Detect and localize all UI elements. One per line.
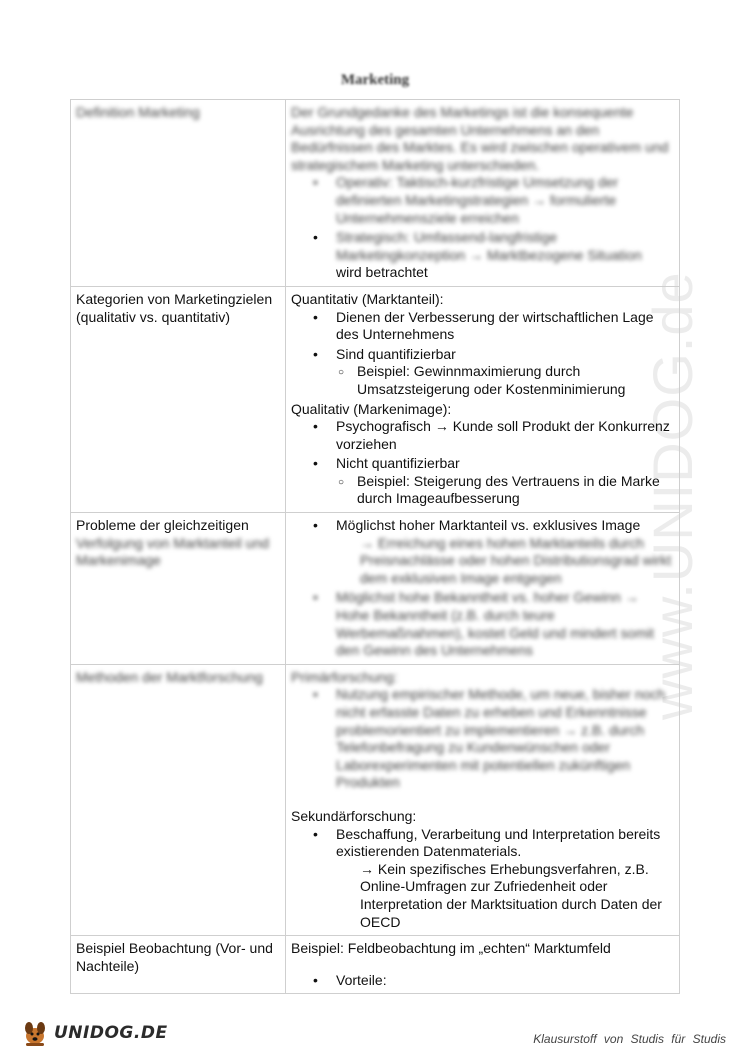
- row-content: [286, 664, 680, 935]
- bullet-list: [291, 686, 674, 792]
- list-item-text: Nicht quantifizierbar: [336, 455, 460, 472]
- list-item: • Vorteile:: [336, 972, 674, 990]
- table-row: [71, 100, 680, 287]
- spacer: [291, 794, 674, 808]
- list-item: [336, 826, 674, 932]
- list-item: • Möglichst hohe Bekanntheit vs. hoher Gewinn → Hohe Bekanntheit (z.B. durch teure Werbemaßnahmen), kostet Geld und mindert somit den Gewinn des Unternehmens: [336, 589, 674, 659]
- row-label-text: Beispiel Beobachtung (Vor- und Nachteile): [76, 940, 273, 974]
- sub-list-item: ○ Beispiel: Steigerung des Vertrauens in die Marke durch Imageaufbesserung: [357, 473, 674, 508]
- row-label-text: Verfolgung von Marktanteil und Markenimage: [76, 534, 270, 569]
- table-row: [71, 513, 680, 665]
- subheading: Sekundärforschung:: [291, 807, 417, 824]
- row-content: [286, 286, 680, 512]
- row-content: [286, 936, 680, 994]
- list-item-text: Möglichst hoher Marktanteil vs. exklusives Image: [336, 517, 641, 534]
- list-item: [336, 346, 674, 399]
- sub-list: [336, 473, 674, 508]
- watermark: www.UNIDOG.de: [641, 271, 704, 720]
- sub-list-item: ○ Beispiel: Gewinnmaximierung durch Umsatzsteigerung oder Kostenminimierung: [357, 363, 674, 398]
- row-label-text: Probleme der gleichzeitigen: [76, 517, 249, 534]
- row-label: [71, 100, 286, 287]
- table-row: [71, 286, 680, 512]
- bullet-list: [291, 418, 674, 508]
- row-label-text: Methoden der Marktforschung: [76, 668, 263, 685]
- row-label-text: Kategorien von Marketingzielen (qualitativ vs. quantitativ): [76, 290, 273, 325]
- paragraph: Beispiel: Feldbeobachtung im „echten“ Marktumfeld: [291, 940, 611, 957]
- row-label-text: Definition Marketing: [76, 104, 200, 120]
- subheading: Qualitativ (Markenimage):: [291, 400, 452, 417]
- list-item: [336, 455, 674, 508]
- table-row: [71, 664, 680, 935]
- list-item-text: Beschaffung, Verarbeitung und Interpretation bereits existierenden Datenmaterials.: [336, 825, 661, 860]
- subheading: Quantitativ (Marktanteil):: [291, 290, 444, 307]
- row-label: [71, 936, 286, 994]
- bullet-list: [291, 826, 674, 932]
- spacer: [291, 958, 674, 972]
- list-item: [336, 517, 674, 587]
- bullet-list: [291, 972, 674, 990]
- logo-text: UNIDOG.DE: [54, 1023, 168, 1043]
- bullet-list: [291, 309, 674, 399]
- subheading: Primärforschung:: [291, 668, 398, 685]
- footer-tagline: Klausurstoff von Studis für Studis: [533, 1032, 726, 1046]
- list-item-text: • Strategisch: Umfassend-langfristige Marketingkonzeption → Marktbezogene Situation: [336, 229, 642, 263]
- list-item: • Operativ: Taktisch-kurzfristige Umsetzung der definierten Marketingstrategien → formulierte Unternehmensziele erreichen: [336, 174, 674, 227]
- row-label: [71, 664, 286, 935]
- list-item-text: Sind quantifizierbar: [336, 345, 456, 362]
- row-content: [286, 100, 680, 287]
- list-item: • Psychografisch → Kunde soll Produkt der Konkurrenz vorziehen: [336, 418, 674, 453]
- list-item-text: wird betrachtet: [336, 264, 428, 281]
- list-item-detail: → Erreichung eines hohen Marktanteils durch Preisnachlässe oder hohen Distributionsgrad wirkt dem exklusiven Image entgegen: [360, 534, 672, 586]
- list-item: [336, 229, 674, 282]
- row-label: [71, 286, 286, 512]
- dog-mascot-icon: [20, 1018, 50, 1048]
- page-title: Marketing: [340, 72, 410, 88]
- content-table: [70, 99, 680, 994]
- footer-logo: [20, 1018, 168, 1048]
- list-item: • Nutzung empirischer Methode, um neue, bisher noch nicht erfasste Daten zu erheben und Erkenntnisse problemorientiert zu implementieren → z.B. durch Telefonbefragung zu Kundenwünschen oder Laborexperimenten mit potentiellen zukünftigen Produkten: [336, 686, 674, 792]
- table-row: [71, 936, 680, 994]
- row-label: [71, 513, 286, 665]
- paragraph: Der Grundgedanke des Marketings ist die konsequente Ausrichtung des gesamten Unternehmens an den Bedürfnissen des Marktes. Es wird zwischen operativem und strategischem Marketing unterschieden.: [291, 104, 669, 173]
- bullet-list: [291, 517, 674, 660]
- bullet-list: [291, 174, 674, 282]
- list-item-detail: → Kein spezifisches Erhebungsverfahren, z.B. Online-Umfragen zur Zufriedenheit oder Interpretation der Marktsituation durch Daten der OECD: [360, 860, 662, 930]
- row-content: [286, 513, 680, 665]
- list-item: • Dienen der Verbesserung der wirtschaftlichen Lage des Unternehmens: [336, 309, 674, 344]
- sub-list: [336, 363, 674, 398]
